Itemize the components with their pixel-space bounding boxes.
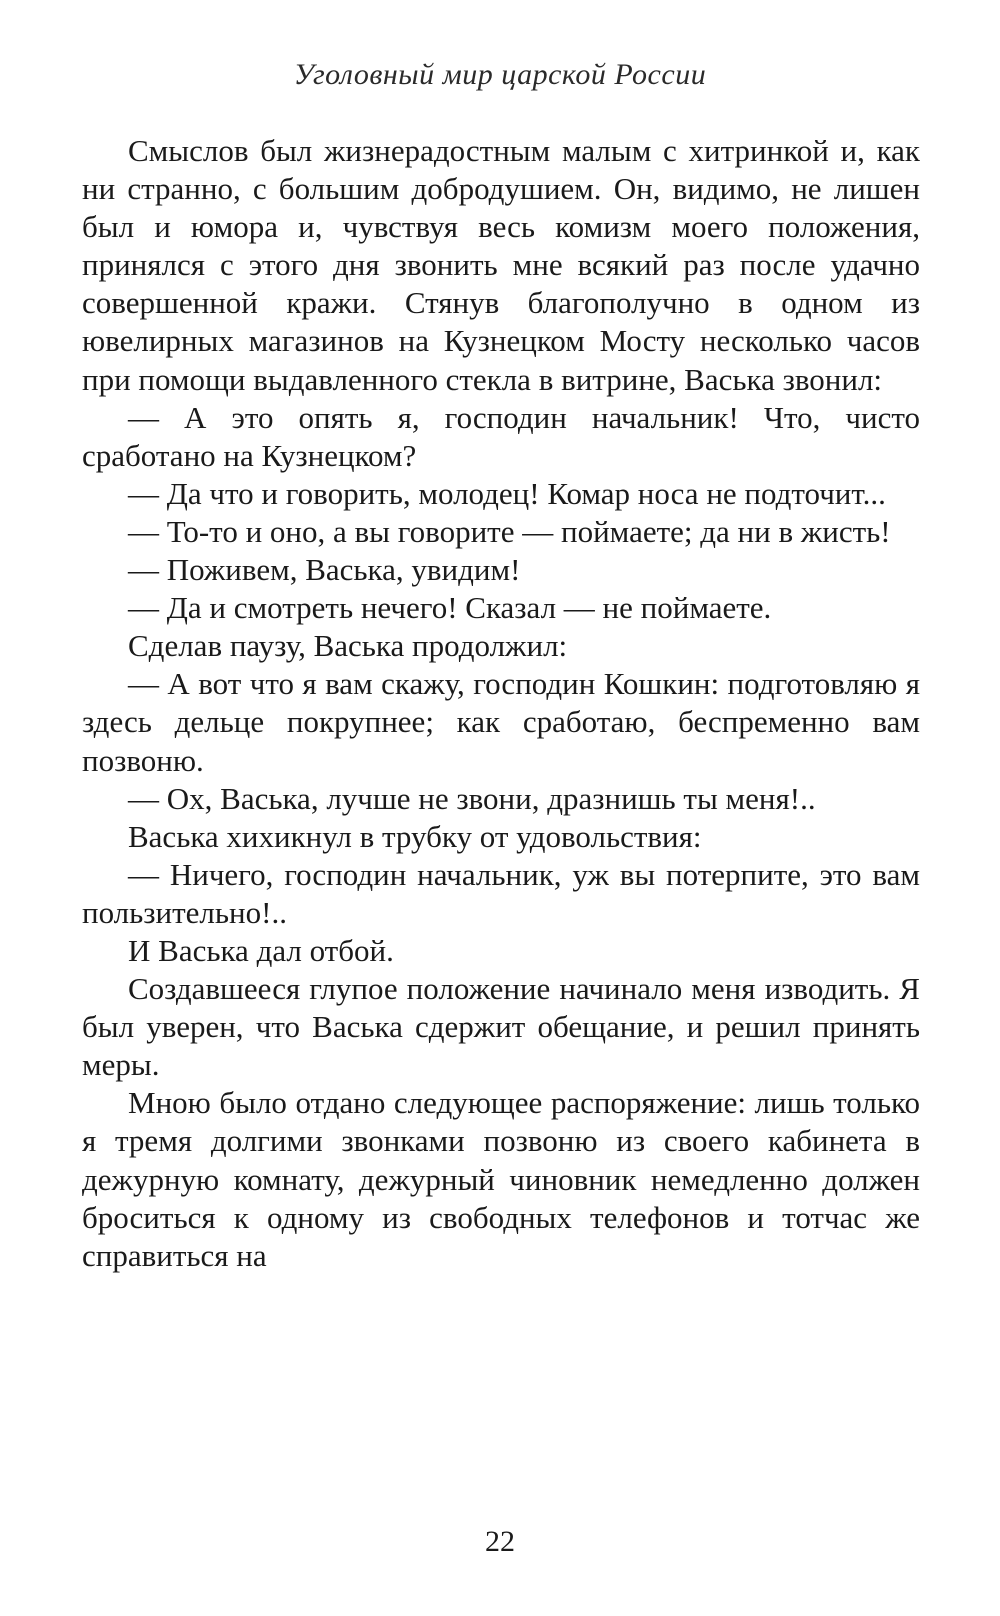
paragraph: Мною было отдано следующее распоряжение: лишь только я тремя долгими звонками позвоню из своего кабинета в дежурную комнату, дежурный чиновник немедленно должен броситься к одному из свободных телефонов и тотчас же справиться на	[82, 1085, 920, 1273]
paragraph: — Поживем, Васька, увидим!	[128, 552, 521, 588]
paragraph: — Ничего, господин начальник, уж вы потерпите, это вам пользительно!..	[82, 856, 920, 930]
running-header: Уголовный мир царской России	[293, 58, 707, 91]
page-number: 22	[485, 1525, 515, 1558]
paragraph: — А это опять я, господин начальник! Что, чисто сработано на Кузнецком?	[82, 399, 920, 473]
paragraph: — Да и смотреть нечего! Сказал — не поймаете.	[128, 590, 772, 626]
paragraph: — Ох, Васька, лучше не звони, дразнишь ты меня!..	[128, 780, 816, 816]
paragraph: И Васька дал отбой.	[128, 932, 394, 968]
paragraph: — То-то и оно, а вы говорите — поймаете; да ни в жисть!	[128, 513, 891, 549]
body-text	[82, 132, 920, 1275]
paragraph: Сделав паузу, Васька продолжил:	[128, 628, 568, 664]
paragraph: Васька хихикнул в трубку от удовольствия:	[128, 818, 702, 854]
paragraph: Создавшееся глупое положение начинало меня изводить. Я был уверен, что Васька сдержит обещание, и решил принять меры.	[82, 971, 920, 1083]
paragraph: — А вот что я вам скажу, господин Кошкин: подготовляю я здесь дельце покрупнее; как сработаю, беспременно вам позвоню.	[82, 666, 920, 778]
paragraph: — Да что и говорить, молодец! Комар носа не подточит...	[128, 475, 886, 511]
paragraph: Смыслов был жизнерадостным малым с хитринкой и, как ни странно, с большим добродушием. Он, видимо, не лишен был и юмора и, чувствуя весь комизм моего положения, принялся с этого дня звонить мне всякий раз после удачно совершенной кражи. Стянув благополучно в одном из ювелирных магазинов на Кузнецком Мосту несколько часов при помощи выдавленного стекла в витрине, Васька звонил:	[82, 133, 920, 397]
